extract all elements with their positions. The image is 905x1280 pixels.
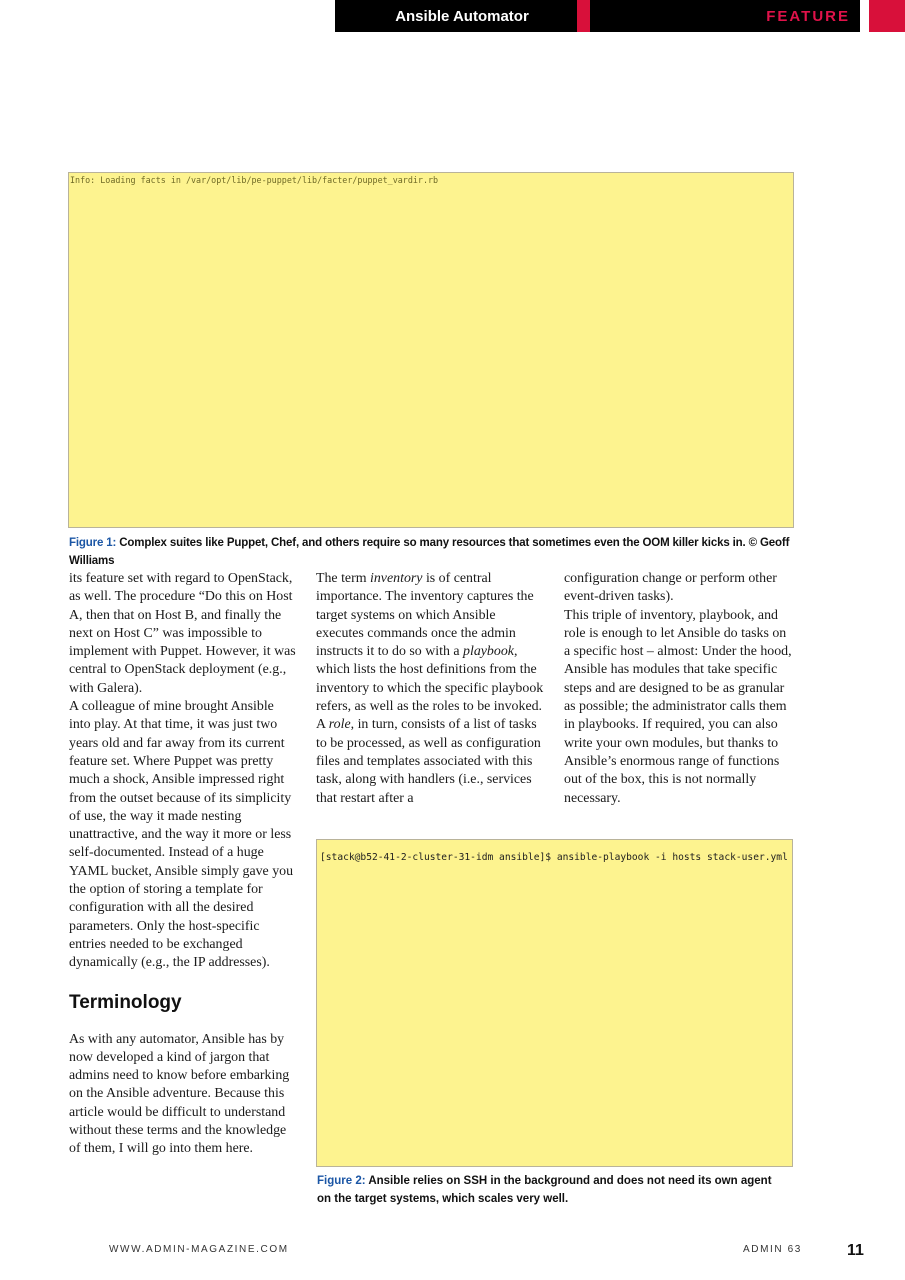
figure1-terminal-line: Info: Loading facts in /var/opt/lib/pe-puppet/lib/facter/puppet_vardir.rb [70,175,439,185]
figure2-caption-text: Ansible relies on SSH in the background and does not need its own agent on the target systems, which scales very well. [317,1175,772,1205]
term-inventory: inventory [370,571,423,586]
figure2-terminal [316,839,793,1167]
page-number: 11 [847,1242,864,1259]
term-role: role [328,717,351,733]
article-column-1 [69,570,297,1159]
paragraph [316,570,546,808]
figure2-caption [317,1172,787,1208]
paragraph: A colleague of mine brought Ansible into play. At that time, it was just two years old and far away from its current feature set. Where Puppet was pretty much a shock, Ansible impressed right from the outset because of its simplicity of use, the way it made nesting unattractive, and the way it more or less self-documented. Instead of a huge YAML bucket, Ansible simply gave you the option of storing a template for configuration with all the desired parameters. Only the host-specific entries needed to be exchanged dynamically (e.g., the IP addresses). [69,699,294,971]
text-run: is of central importance. The inventory captures the target systems on which Ansible executes commands once the admin instructs it to do so with a [316,571,534,660]
term-playbook: playbook [463,644,514,660]
text-run: , in turn, consists of a list of tasks to be processed, as well as configuration files and templates associated with this task, along with handlers (i.e., services that restart after a [316,717,541,806]
text-run: The term [316,571,370,586]
paragraph: its feature set with regard to OpenStack, as well. The procedure “Do this on Host A, then that on Host B, and finally the next on Host C” was impossible to implement with Puppet. However, it was central to OpenStack deployment (e.g., with Galera). [69,571,296,696]
figure1-caption-text: Complex suites like Puppet, Chef, and others require so many resources that sometimes even the OOM killer kicks in. © Geoff Williams [69,537,790,567]
figure1-caption [69,534,809,570]
paragraph: This triple of inventory, playbook, and role is enough to let Ansible do tasks on a specific host – almost: Under the hood, Ansible has modules that take specific steps and are designed to be as granular as possible; the administrator calls them in playbooks. If required, you can also write your own modules, but thanks to Ansible’s enormous range of functions out of the box, this is not normally necessary. [564,607,792,806]
figure1-terminal [68,172,794,528]
figure1-caption-label: Figure 1: [69,537,117,549]
figure2-caption-label: Figure 2: [317,1175,366,1187]
footer-issue: ADMIN 63 [743,1244,802,1255]
header-title: Ansible Automator [335,0,577,32]
footer-website: WWW.ADMIN-MAGAZINE.COM [109,1244,289,1255]
figure2-terminal-line: [stack@b52-41-2-cluster-31-idm ansible]$ ansible-playbook -i hosts stack-user.yml [320,852,788,863]
paragraph: As with any automator, Ansible has by now developed a kind of jargon that admins need to know before embarking on the Ansible adventure. Because this article would be difficult to understand without these terms and the knowledge of them, I will go into them here. [69,1031,290,1157]
header-accent-block [869,0,905,32]
header-accent-bar [577,0,590,32]
article-column-3 [564,570,794,808]
header-section-label: FEATURE [590,0,860,32]
text-run: , which lists the host definitions from the inventory to which the specific playbook refers, as well as the roles to be invoked. A [316,644,544,733]
paragraph: configuration change or perform other event-driven tasks). [564,571,777,605]
article-column-2 [316,570,546,808]
section-heading: Terminology [69,991,182,1013]
